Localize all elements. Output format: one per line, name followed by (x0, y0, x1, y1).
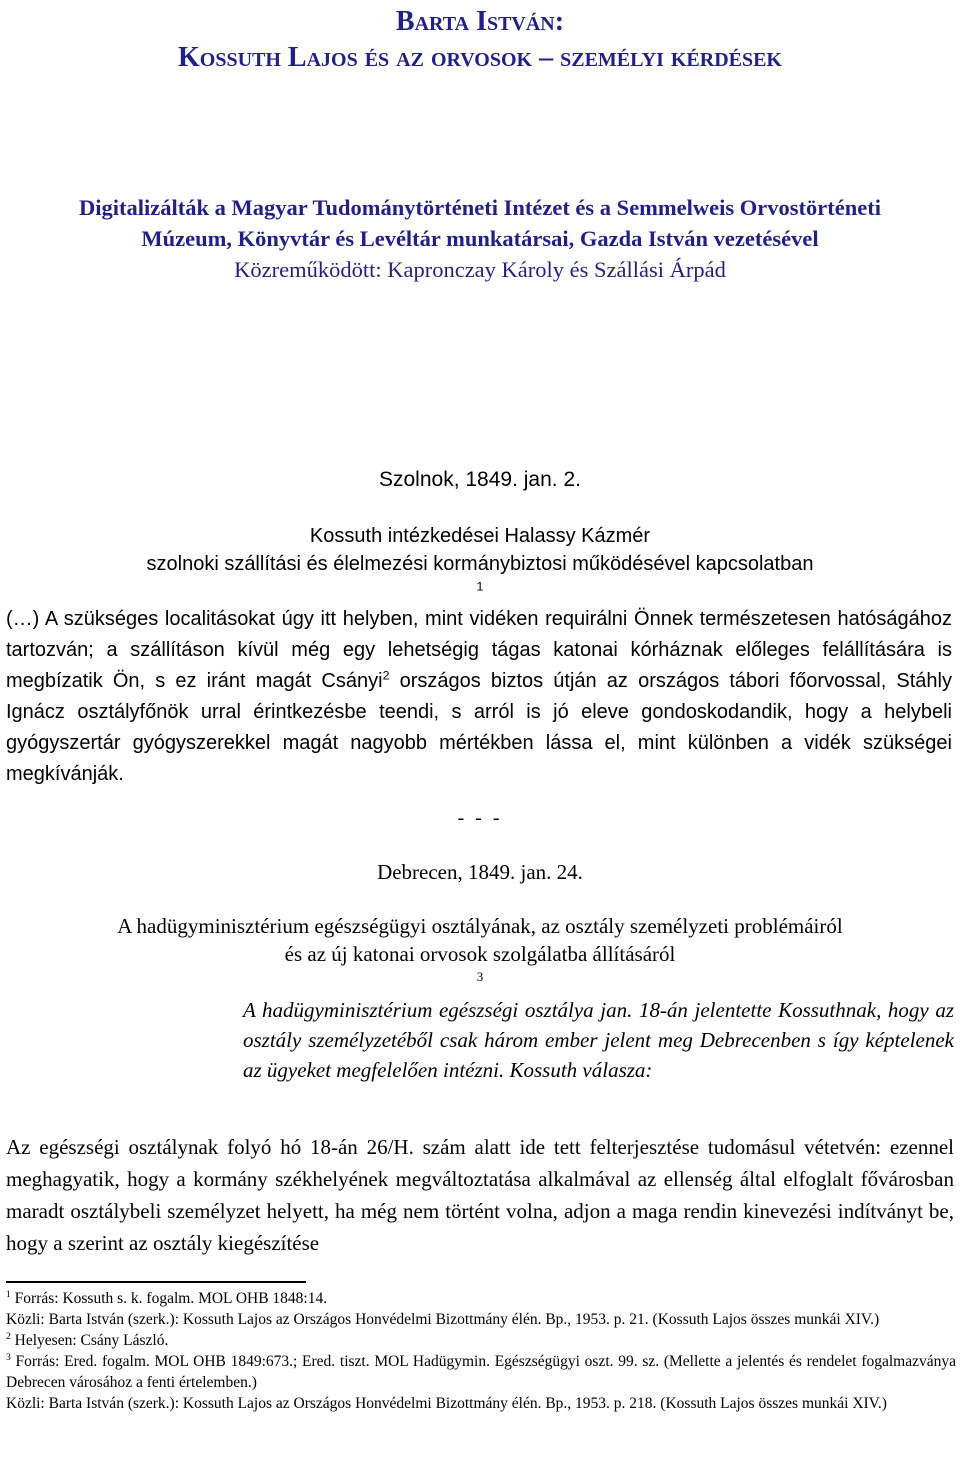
section2-editor-note: A hadügyminisztérium egészségi osztálya jan. 18-án jelentette Kossuthnak, hogy az osztály személyzetéből csak három ember jelent meg Debrecenben s így képtelenek az ügyeket megfelelően intézni. Kossuth válasza: (243, 998, 954, 1082)
section1-place-date: Szolnok, 1849. jan. 2. (379, 468, 581, 491)
section1-body: (…) A szükséges localitásokat úgy itt helyben, mint vidéken requirálni Önnek természetesen hatóságához tartozván; a szállításon kívül még egy lehetségig tágas katonai kórháznak előleges felállítására is megbízatik Ön, s ez iránt magát Csányi$^2$ országos biztos útján az országos tábori főorvossal, Stáhly Ignácz osztályfőnök urral érintkezésbe teendi, s arról is jó eleve gondoskodandik, hogy a helybeli gyógyszertár gyógyszerekkel magát nagyobb mértékben lássa el, mint különben a vidék szükségei megkívánják. (6, 608, 952, 785)
section2-body: Az egészségi osztálynak folyó hó 18-án 26/H. szám alatt ide tett felterjesztése tudomásul vétetvén: ezennel meghagyatik, hogy a kormány székhelyének megváltoztatása alkalmával az ellenség által elfoglalt fővárosban maradt osztálybeli személyzet helyett, ha még nem történt volna, adjon a maga rendin kinevezési indítványt be, hogy a szerint az osztály kiegészítése (6, 1135, 954, 1255)
section1-heading-line-2: szolnoki szállítási és élelmezési kormánybiztosi működésével kapcsolatban $^1$ (146, 553, 814, 594)
section2-heading-line-2: és az új katonai orvosok szolgálatba állításáról $^3$ (284, 942, 676, 984)
footnote-divider (6, 1281, 306, 1283)
document-title (0, 4, 960, 76)
credits-line-3: Közreműködött: Kapronczay Károly és Szállási Árpád (234, 257, 726, 282)
footnote-item: Közli: Barta István (szerk.): Kossuth Lajos az Országos Honvédelmi Bizottmány élén. Bp., 1953. p. 21. (Kossuth Lajos összes munkái XIV.) (6, 1311, 880, 1328)
footnote-item: $^2$ Helyesen: Csány László. (6, 1330, 169, 1349)
credits-line-1: Digitalizálták a Magyar Tudománytörténeti Intézet és a Semmelweis Orvostörténeti (79, 195, 881, 220)
footnote-ref-1[interactable]: 1 (476, 579, 484, 594)
footnote-item: $^1$ Forrás: Kossuth s. k. fogalm. MOL OHB 1848:14. (6, 1288, 328, 1307)
title-main: Kossuth Lajos és az orvosok – személyi kérdések (178, 42, 782, 73)
footnote-ref-3[interactable]: 3 (476, 969, 484, 984)
section2-heading (0, 912, 960, 996)
section2-heading-line-1: A hadügyminisztérium egészségügyi osztályának, az osztály személyzeti problémáiról (117, 914, 843, 938)
digitization-credits (0, 192, 960, 285)
footnote-item: Közli: Barta István (szerk.): Kossuth Lajos az Országos Honvédelmi Bizottmány élén. Bp., 1953. p. 218. (Kossuth Lajos összes munkái XIV.) (6, 1395, 887, 1412)
section-separator: - - - (457, 807, 503, 829)
title-author: Barta István: (395, 6, 565, 37)
footnote-ref-2[interactable]: 2 (382, 668, 390, 683)
section1-heading-line-1: Kossuth intézkedései Halassy Kázmér (309, 525, 651, 547)
section2-place-date: Debrecen, 1849. jan. 24. (377, 860, 583, 884)
credits-line-2: Múzeum, Könyvtár és Levéltár munkatársai, Gazda István vezetésével (141, 226, 819, 251)
section1-heading (0, 522, 960, 606)
footnotes (6, 1288, 956, 1414)
footnote-item: $^3$ Forrás: Ered. fogalm. MOL OHB 1849:673.; Ered. tiszt. MOL Hadügymin. Egészségügyi oszt. 99. sz. (Mellette a jelentés és rendelet fogalmazványa Debrecen városához a fenti értelemben.) (6, 1351, 956, 1391)
